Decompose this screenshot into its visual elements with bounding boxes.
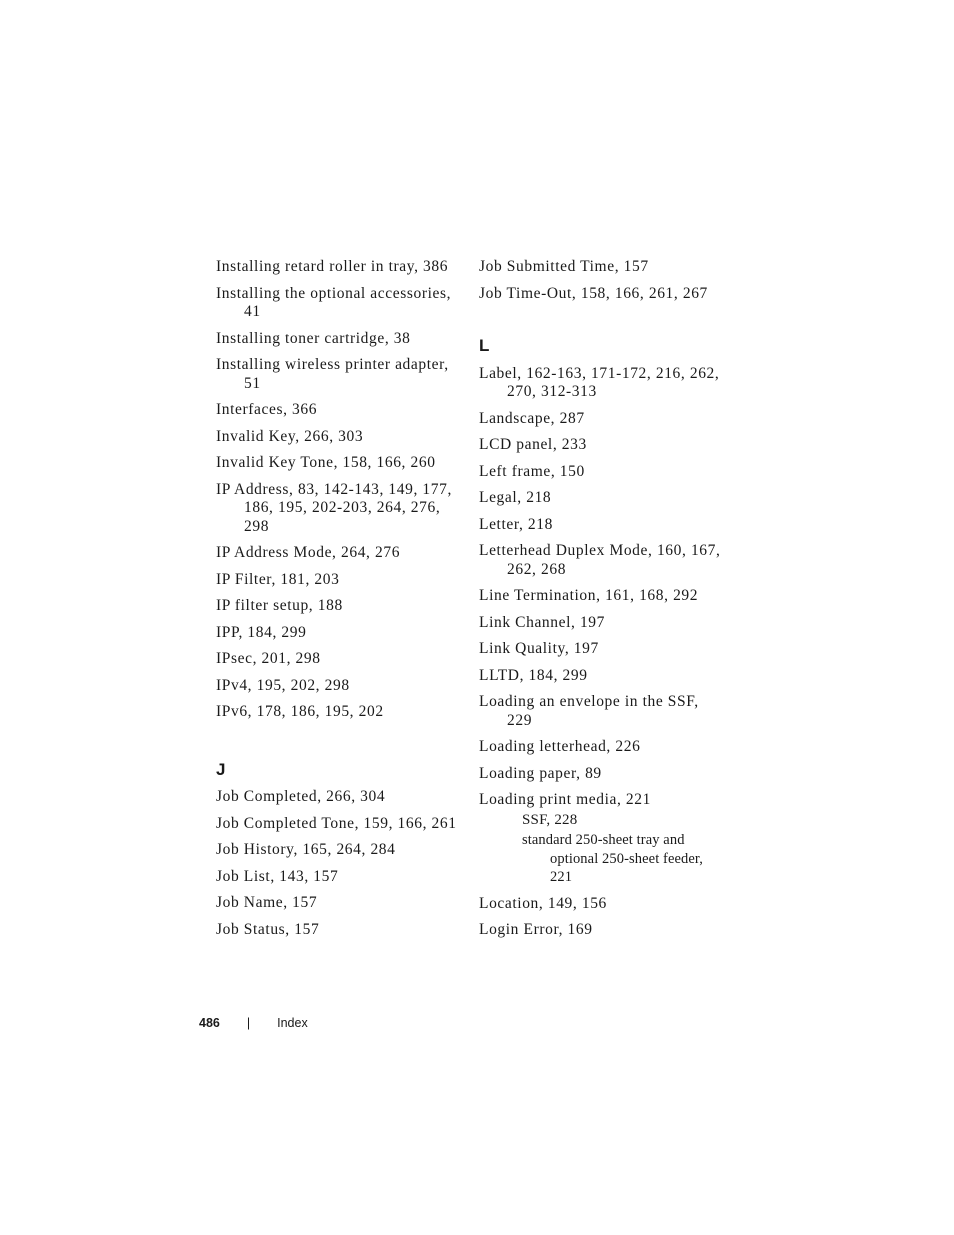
index-entry: IP Address, 83, 142-143, 149, 177, 186, 195, 202-203, 264, 276, 298 bbox=[216, 480, 452, 535]
index-entry-list-j bbox=[216, 788, 461, 939]
index-entry: Login Error, 169 bbox=[479, 921, 593, 938]
index-entry: Location, 149, 156 bbox=[479, 894, 607, 912]
page-number: 486 bbox=[199, 1016, 220, 1030]
index-entry-group bbox=[479, 791, 724, 887]
index-entry: Left frame, 150 bbox=[479, 462, 585, 480]
index-entry: Job Time-Out, 158, 166, 261, 267 bbox=[479, 284, 708, 302]
index-entry: Loading paper, 89 bbox=[479, 764, 602, 782]
index-entry: Letter, 218 bbox=[479, 515, 553, 533]
index-entry: LCD panel, 233 bbox=[479, 436, 587, 453]
index-entry: Line Termination, 161, 168, 292 bbox=[479, 587, 699, 604]
index-entry: Loading letterhead, 226 bbox=[479, 738, 641, 755]
index-entry: Job List, 143, 157 bbox=[216, 867, 339, 885]
index-entry: Installing toner cartridge, 38 bbox=[216, 329, 411, 347]
index-entry: Loading print media, 221 bbox=[479, 791, 651, 808]
index-entry: IP Address Mode, 264, 276 bbox=[216, 544, 401, 561]
index-entry: Job Submitted Time, 157 bbox=[479, 258, 649, 275]
index-subentry: SSF, 228 bbox=[522, 811, 578, 828]
index-entry: Installing retard roller in tray, 386 bbox=[216, 258, 449, 275]
index-entry: IPP, 184, 299 bbox=[216, 623, 307, 641]
footer-separator: | bbox=[246, 1016, 251, 1030]
index-entry: Job Completed Tone, 159, 166, 261 bbox=[216, 814, 457, 832]
index-entry: Label, 162-163, 171-172, 216, 262, 270, 312-313 bbox=[479, 364, 720, 400]
footer-section-title: Index bbox=[277, 1016, 308, 1030]
index-entry: Job Status, 157 bbox=[216, 920, 320, 938]
index-subentry: standard 250-sheet tray and optional 250-sheet feeder, 221 bbox=[522, 832, 704, 885]
index-entry: Job History, 165, 264, 284 bbox=[216, 841, 396, 858]
index-column-right bbox=[479, 258, 724, 948]
index-letter-heading-j: J bbox=[216, 759, 226, 779]
index-entry: Installing the optional accessories, 41 bbox=[216, 284, 452, 320]
index-entry: Interfaces, 366 bbox=[216, 401, 318, 418]
index-entry: IPsec, 201, 298 bbox=[216, 650, 321, 667]
page-footer bbox=[199, 1016, 308, 1030]
index-entry: IP Filter, 181, 203 bbox=[216, 570, 340, 588]
index-entry-list-l bbox=[479, 365, 724, 940]
index-entry-list-j-continued bbox=[479, 258, 724, 303]
index-entry: IPv6, 178, 186, 195, 202 bbox=[216, 703, 384, 720]
index-entry-list-i bbox=[216, 258, 461, 722]
index-entry: Landscape, 287 bbox=[479, 409, 585, 427]
index-entry: Loading an envelope in the SSF, 229 bbox=[479, 693, 699, 729]
index-entry: Letterhead Duplex Mode, 160, 167, 262, 268 bbox=[479, 542, 721, 578]
index-entry: Installing wireless printer adapter, 51 bbox=[216, 356, 449, 392]
index-entry: IP filter setup, 188 bbox=[216, 597, 343, 614]
index-entry: Invalid Key, 266, 303 bbox=[216, 427, 364, 445]
index-entry: LLTD, 184, 299 bbox=[479, 666, 588, 684]
index-entry: Link Channel, 197 bbox=[479, 613, 606, 631]
index-entry: Job Name, 157 bbox=[216, 894, 318, 911]
index-entry: Legal, 218 bbox=[479, 489, 552, 506]
index-entry: Job Completed, 266, 304 bbox=[216, 788, 386, 805]
index-entry: Invalid Key Tone, 158, 166, 260 bbox=[216, 454, 436, 471]
index-entry: Link Quality, 197 bbox=[479, 640, 599, 657]
index-entry: IPv4, 195, 202, 298 bbox=[216, 676, 350, 694]
index-column-left bbox=[216, 258, 461, 947]
index-letter-heading-l: L bbox=[479, 336, 490, 355]
